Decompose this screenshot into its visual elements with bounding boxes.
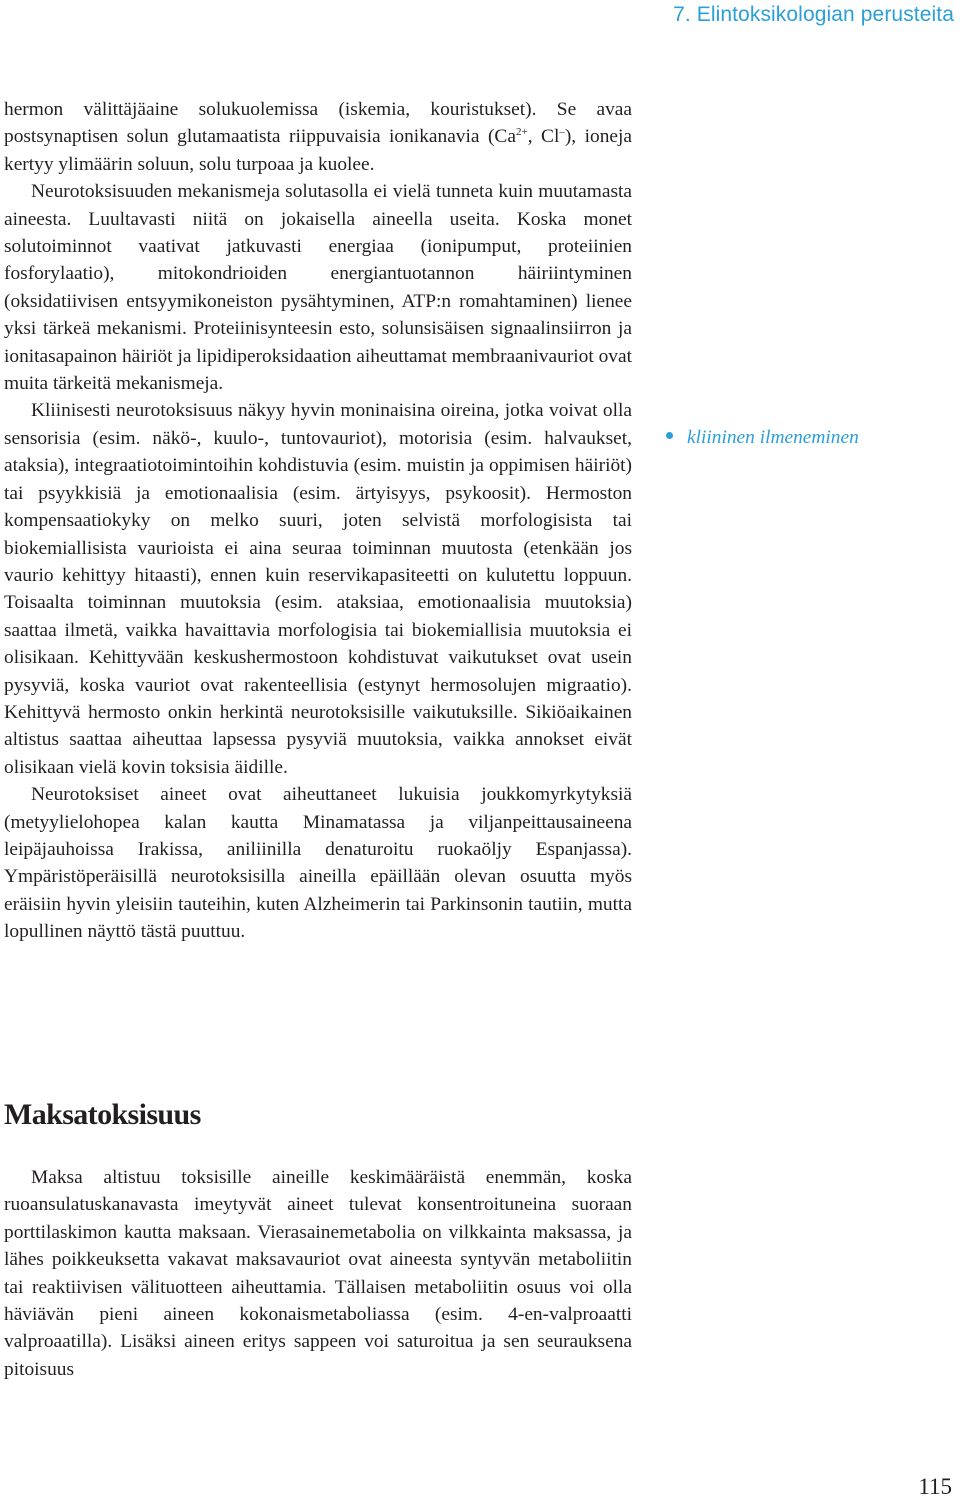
calcium-charge-superscript: 2+ [515, 126, 528, 139]
paragraph-clinical: Kliinisesti neurotoksisuus näkyy hyvin moninaisina oireina, jotka voivat olla sensorisia (esim. näkö-, kuulo-, tuntovauriot), motorisia (esim. halvaukset, ataksia), integraatiotoimintoihin kohdistuvia (esim. muistin ja oppimisen häiriöt) tai psyykkisiä ja emotionaalisia (esim. ärtyisyys, psykoosit). Hermoston kompensaatiokyky on melko suuri, joten selvistä morfologisista tai biokemiallisista vaurioista ei aina seuraa toiminnan muutosta (etenkään jos vaurio kehittyy hitaasti), ennen kuin reservikapasiteetti on kulutettu loppuun. Toisaalta toiminnan muutoksia (esim. ataksiaa, emotionaalisia muutoksia) saattaa ilmetä, vaikka havaittavia morfologisia tai biokemiallisia muutoksia ei olisikaan. Kehittyvään keskushermostoon kohdistuvat vaikutukset ovat usein pysyviä, koska vauriot ovat rakenteellisia (estynyt hermosolujen migraatio). Kehittyvä hermosto onkin herkintä neurotoksisille vaikutuksille. Sikiöaikainen altistus saattaa aiheuttaa lapsessa pysyviä muutoksia, vaikka annokset eivät olisikaan vielä kovin toksisia äidille. [4, 400, 632, 778]
paragraph-glutamate-text-c: ), ioneja kertyy ylimäärin soluun, solu turpoaa ja kuolee. [4, 126, 633, 175]
margin-note-label: kliininen ilmeneminen [687, 427, 859, 448]
paragraph-glutamate-text-b: , Cl [527, 126, 560, 148]
paragraph-glutamate [4, 96, 632, 178]
chloride-charge-superscript: – [559, 126, 565, 139]
liver-toxicity-text-block [4, 1164, 632, 1383]
bullet-icon [666, 432, 673, 439]
paragraph-liver-intro: Maksa altistuu toksisille aineille keskimääräistä enemmän, koska ruoansulatuskanavasta imeytyvät aineet tulevat konsentroituneina suoraan porttilaskimon kautta maksaan. Vierasainemetabolia on vilkkainta maksassa, ja lähes poikkeuksetta vakavat maksavauriot ovat aineesta syntyvän metaboliitin tai reaktiivisen välituotteen aiheuttamia. Tällaisen metaboliitin osuus voi olla häviävän pieni aineen kokonaismetaboliassa (esim. 4-en-valproaatti valproaatilla). Lisäksi aineen eritys sappeen voi saturoitua ja sen seurauksena pitoisuus [4, 1167, 632, 1380]
paragraph-glutamate-text-a: hermon välittäjäaine solukuolemissa (iskemia, kouristukset). Se avaa postsynaptisen solun glutamaatista riippuvaisia ionikanavia (Ca [4, 99, 632, 148]
paragraph-mass-poisonings: Neurotoksiset aineet ovat aiheuttaneet lukuisia joukkomyrkytyksiä (metyylielohopea kalan kautta Minamatassa ja viljanpeittausaineena leipäjauhoissa Irakissa, aniliinilla denaturoitu ruokaöljy Espanjassa). Ympäristöperäisillä neurotoksisilla aineilla epäillään olevan osuutta myös eräisiin hyvin yleisiin tauteihin, kuten Alzheimerin tai Parkinsonin tautiin, mutta lopullinen näyttö tästä puuttuu. [4, 784, 632, 943]
margin-note [666, 424, 859, 451]
section-heading-liver: Maksatoksisuus [4, 1098, 201, 1131]
chapter-header: 7. Elintoksikologian perusteita [673, 3, 954, 26]
paragraph-mechanisms: Neurotoksisuuden mekanismeja solutasolla ei vielä tunneta kuin muutamasta aineesta. Luultavasti niitä on jokaisella aineella useita. Koska monet solutoiminnot vaativat jatkuvasti energiaa (ionipumput, proteiinien fosforylaatio), mitokondrioiden energiantuotannon häiriintyminen (oksidatiivisen entsyymikoneiston pysähtyminen, ATP:n romahtaminen) lienee yksi tärkeä mekanismi. Proteiinisynteesin esto, solunsisäisen signaalinsiirron ja ionitasapainon häiriöt ja lipidiperoksidaation aiheuttamat membraanivauriot ovat muita tärkeitä mekanismeja. [4, 181, 632, 395]
page-number: 115 [918, 1474, 952, 1499]
neurotoxicity-text-block [4, 96, 632, 946]
